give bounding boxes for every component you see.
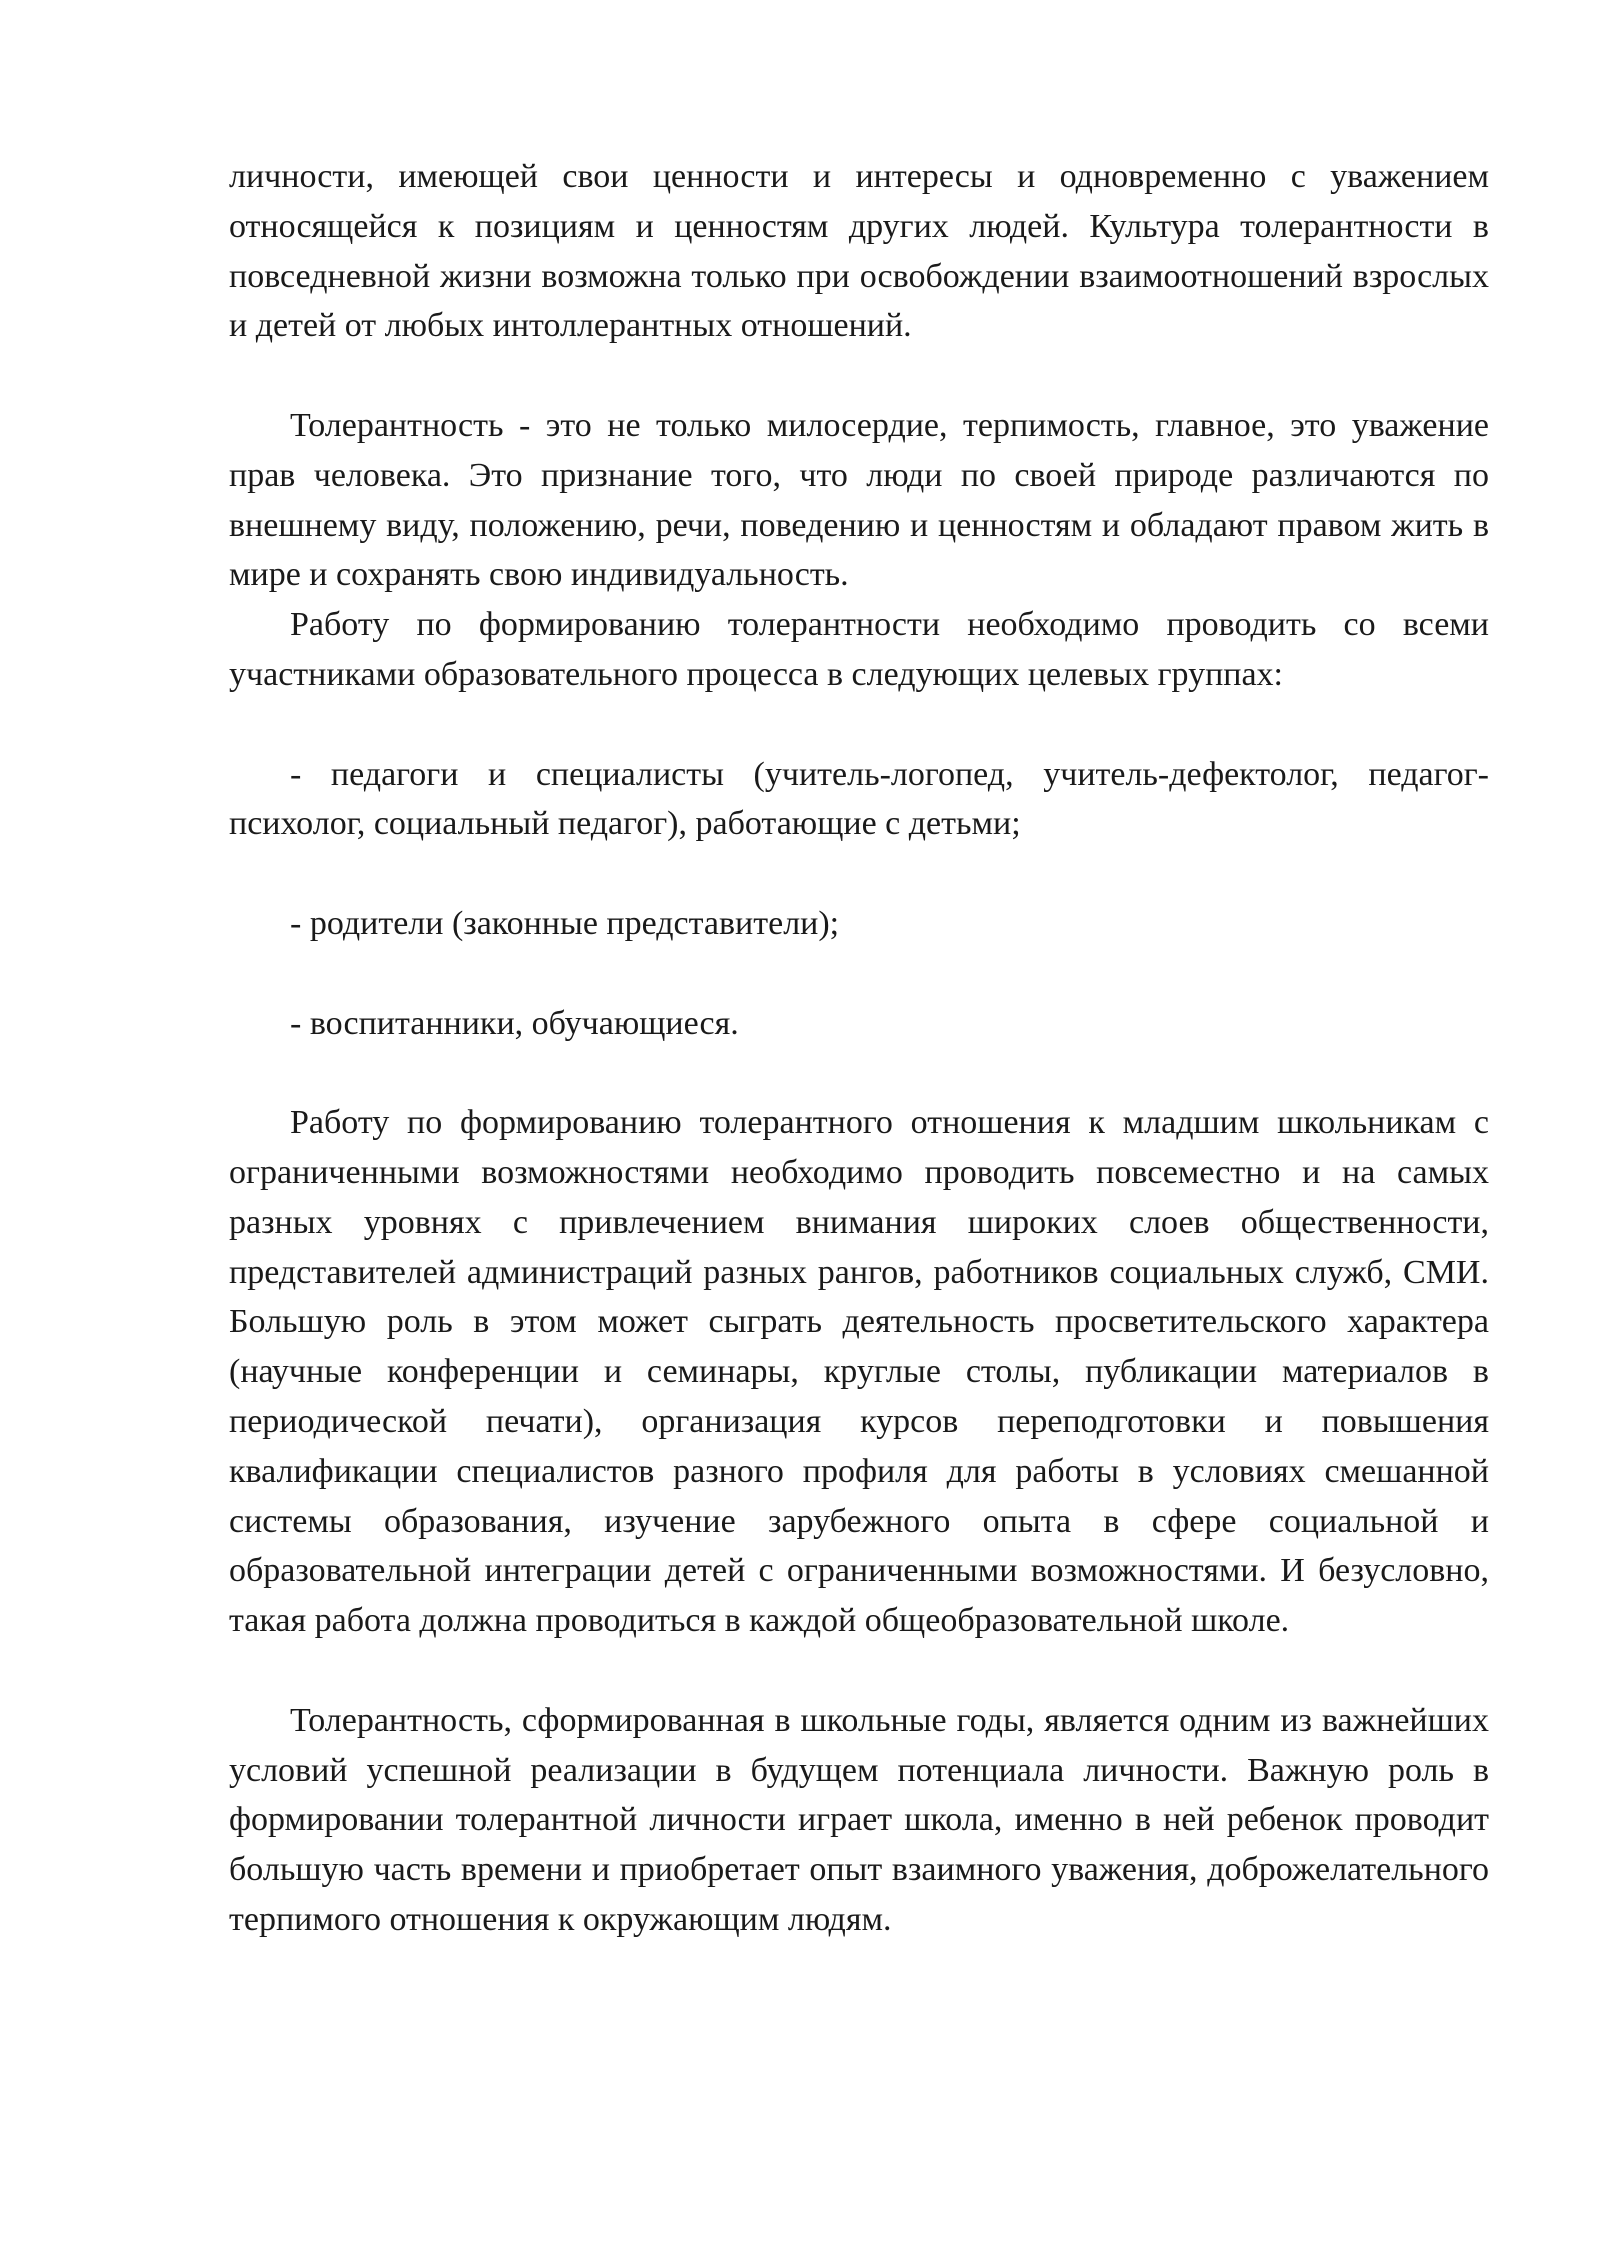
- list-item-teachers: - педагоги и специалисты (учитель-логопед, учитель-дефектолог, педагог-психолог, социальный педагог), работающие с детьми;: [229, 755, 1489, 843]
- paragraph-tolerance-definition: Толерантность - это не только милосердие, терпимость, главное, это уважение прав человека. Это признание того, что люди по своей природе различаются по внешнему виду, положению, речи, поведению и ценностям и обладают правом жить в мире и сохранять свою индивидуальность.: [229, 406, 1489, 594]
- document-page: [229, 152, 1489, 1945]
- paragraph-school-role: Толерантность, сформированная в школьные годы, является одним из важнейших условий успешной реализации в будущем потенциала личности. Важную роль в формировании толерантной личности играет школа, именно в ней ребенок проводит большую часть времени и приобретает опыт взаимного уважения, доброжелательного терпимого отношения к окружающим людям.: [229, 1701, 1489, 1938]
- paragraph-work-organization: Работу по формированию толерантного отношения к младшим школьникам с ограниченными возможностями необходимо проводить повсеместно и на самых разных уровнях с привлечением внимания широких слоев общественности, представителей администраций разных рангов, работников социальных служб, СМИ. Большую роль в этом может сыграть деятельность просветительского характера (научные конференции и семинары, круглые столы, публикации материалов в периодической печати), организация курсов переподготовки и повышения квалификации специалистов разного профиля для работы в условиях смешанной системы образования, изучение зарубежного опыта в сфере социальной и образовательной интеграции детей с ограниченными возможностями. И безусловно, такая работа должна проводиться в каждой общеобразовательной школе.: [229, 1104, 1489, 1640]
- paragraph-target-groups-intro: Работу по формированию толерантности необходимо проводить со всеми участниками образовательного процесса в следующих целевых группах:: [229, 606, 1489, 693]
- paragraph-continuation: личности, имеющей свои ценности и интересы и одновременно с уважением относящейся к позициям и ценностям других людей. Культура толерантности в повседневной жизни возможна только при освобождении взаимоотношений взрослых и детей от любых интоллерантных отношений.: [229, 158, 1489, 345]
- list-item-pupils: - воспитанники, обучающиеся.: [290, 1004, 739, 1042]
- list-item-parents: - родители (законные представители);: [290, 904, 840, 942]
